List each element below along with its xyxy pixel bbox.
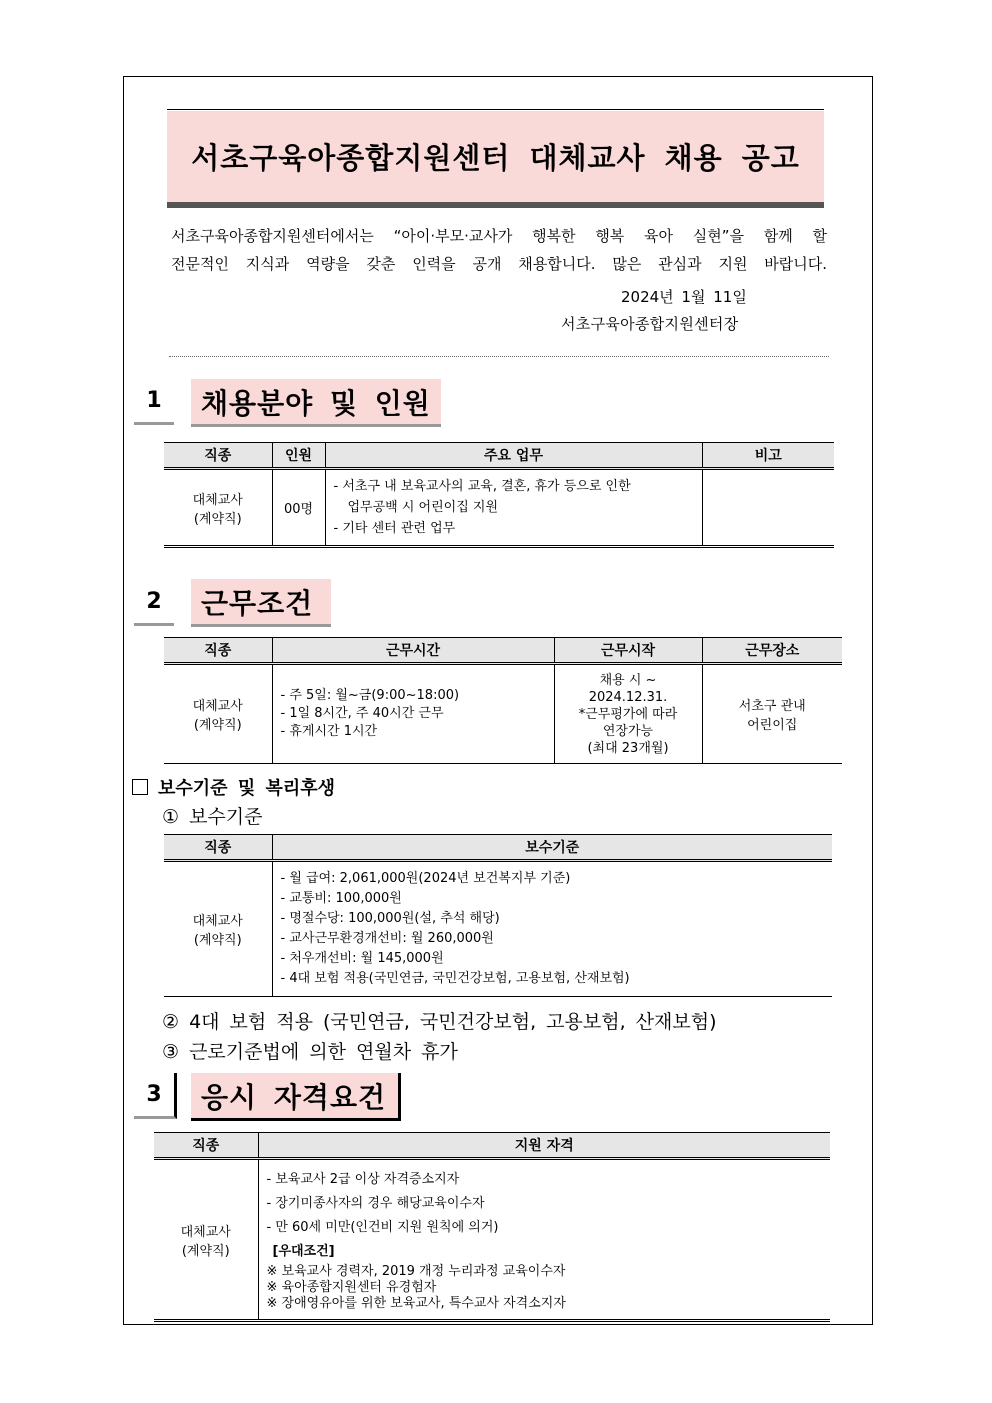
pay-details-cell <box>272 861 832 997</box>
duties-cell <box>325 469 702 547</box>
job-name: 대체교사 <box>192 914 243 929</box>
preferred-item: ※ 장애영유아를 위한 보육교사, 특수교사 자격소지자 <box>266 1295 566 1311</box>
requirement-item: - 장기미종사자의 경우 해당교육이수자 <box>266 1195 485 1211</box>
place-line: 서초구 관내 <box>738 699 806 714</box>
job-type: (계약직) <box>193 718 242 733</box>
notice-signer: 서초구육아종합지원센터장 <box>561 315 739 333</box>
dotted-divider <box>169 356 829 357</box>
title-banner <box>167 109 824 208</box>
place-cell <box>702 664 842 764</box>
header-job: 직종 <box>164 638 272 664</box>
header-pay: 보수기준 <box>272 835 832 861</box>
header-qualification: 지원 자격 <box>258 1133 830 1159</box>
pay-detail: - 4대 보험 적용(국민연금, 국민건강보험, 고용보험, 산재보험) <box>280 971 630 986</box>
job-cell <box>164 861 272 997</box>
section-3-title: 응시 자격요건 <box>191 1073 401 1121</box>
pay-detail: - 명절수당: 100,000원(설, 추석 해당) <box>280 911 500 926</box>
preferred-item: ※ 육아종합지원센터 유경험자 <box>266 1279 437 1295</box>
start-line: (최대 23개월) <box>587 740 669 756</box>
header-job: 직종 <box>154 1133 258 1159</box>
pay-table <box>164 834 832 997</box>
note-cell <box>702 469 834 547</box>
section-2-title: 근무조건 <box>191 579 331 627</box>
job-type: (계약직) <box>193 511 242 527</box>
header-place: 근무장소 <box>702 638 842 664</box>
pay-detail: - 교통비: 100,000원 <box>280 891 402 906</box>
start-line: *근무평가에 따라 <box>578 706 678 722</box>
pay-heading <box>132 774 335 800</box>
recruitment-table <box>164 442 834 548</box>
duty-item: - 기타 센터 관련 업무 <box>333 521 456 536</box>
header-duties: 주요 업무 <box>325 443 702 469</box>
job-cell <box>164 469 272 547</box>
pay-item-3: ③ 근로기준법에 의한 연월차 휴가 <box>162 1041 458 1063</box>
header-job: 직종 <box>164 835 272 861</box>
pay-detail: - 교사근무환경개선비: 월 260,000원 <box>280 931 494 946</box>
preferred-label: [우대조건] <box>272 1243 335 1259</box>
section-1-title: 채용분야 및 인원 <box>191 379 441 427</box>
start-line: 채용 시 ~ <box>599 672 657 688</box>
notice-date: 2024년 1월 11일 <box>621 288 747 306</box>
place-line: 어린이집 <box>747 718 798 733</box>
section-2-number: 2 <box>134 580 174 626</box>
job-name: 대체교사 <box>192 699 243 714</box>
job-cell <box>154 1159 258 1321</box>
pay-heading-text: 보수기준 및 복리후생 <box>158 778 336 799</box>
intro-text <box>171 222 827 278</box>
start-cell <box>554 664 702 764</box>
intro-line-2: 전문적인 지식과 역량을 갖춘 인력을 공개 채용합니다. 많은 관심과 지원 바랍니다. <box>171 255 827 273</box>
hours-item: - 주 5일: 월~금(9:00~18:00) <box>280 688 460 703</box>
requirement-item: - 보육교사 2급 이상 자격증소지자 <box>266 1171 460 1187</box>
qualification-cell <box>258 1159 830 1321</box>
section-3-number: 3 <box>134 1073 177 1119</box>
section-1-number: 1 <box>134 379 174 425</box>
preferred-item: ※ 보육교사 경력자, 2019 개정 누리과정 교육이수자 <box>266 1263 566 1279</box>
header-job: 직종 <box>164 443 272 469</box>
start-line: 연장가능 <box>602 723 654 739</box>
pay-detail: - 월 급여: 2,061,000원(2024년 보건복지부 기준) <box>280 871 571 886</box>
count-cell: 00명 <box>272 469 325 547</box>
intro-line-1: 서초구육아종합지원센터에서는 “아이·부모·교사가 행복한 행복 육아 실현”을 함께 할 <box>171 227 827 245</box>
duty-item: - 서초구 내 보육교사의 교육, 결혼, 휴가 등으로 인한 <box>333 479 631 494</box>
job-cell <box>164 664 272 764</box>
header-count: 인원 <box>272 443 325 469</box>
job-name: 대체교사 <box>180 1224 231 1240</box>
hours-item: - 휴게시간 1시간 <box>280 724 378 739</box>
start-line: 2024.12.31. <box>588 689 668 705</box>
work-conditions-table <box>164 637 842 764</box>
job-type: (계약직) <box>193 933 242 948</box>
page-title: 서초구육아종합지원센터 대체교사 채용 공고 <box>167 111 824 202</box>
duty-item: 업무공백 시 어린이집 지원 <box>347 500 499 515</box>
job-name: 대체교사 <box>192 492 243 508</box>
pay-item-1: ① 보수기준 <box>162 806 263 828</box>
header-hours: 근무시간 <box>272 638 554 664</box>
checkbox-icon <box>132 779 148 795</box>
hours-cell <box>272 664 554 764</box>
requirement-item: - 만 60세 미만(인건비 지원 원칙에 의거) <box>266 1219 499 1235</box>
job-type: (계약직) <box>181 1243 230 1259</box>
header-start: 근무시작 <box>554 638 702 664</box>
qualification-table <box>154 1132 830 1322</box>
pay-item-2: ② 4대 보험 적용 (국민연금, 국민건강보험, 고용보험, 산재보험) <box>162 1011 717 1033</box>
header-note: 비고 <box>702 443 834 469</box>
document-page <box>123 76 873 1325</box>
pay-detail: - 처우개선비: 월 145,000원 <box>280 951 444 966</box>
hours-item: - 1일 8시간, 주 40시간 근무 <box>280 706 444 721</box>
